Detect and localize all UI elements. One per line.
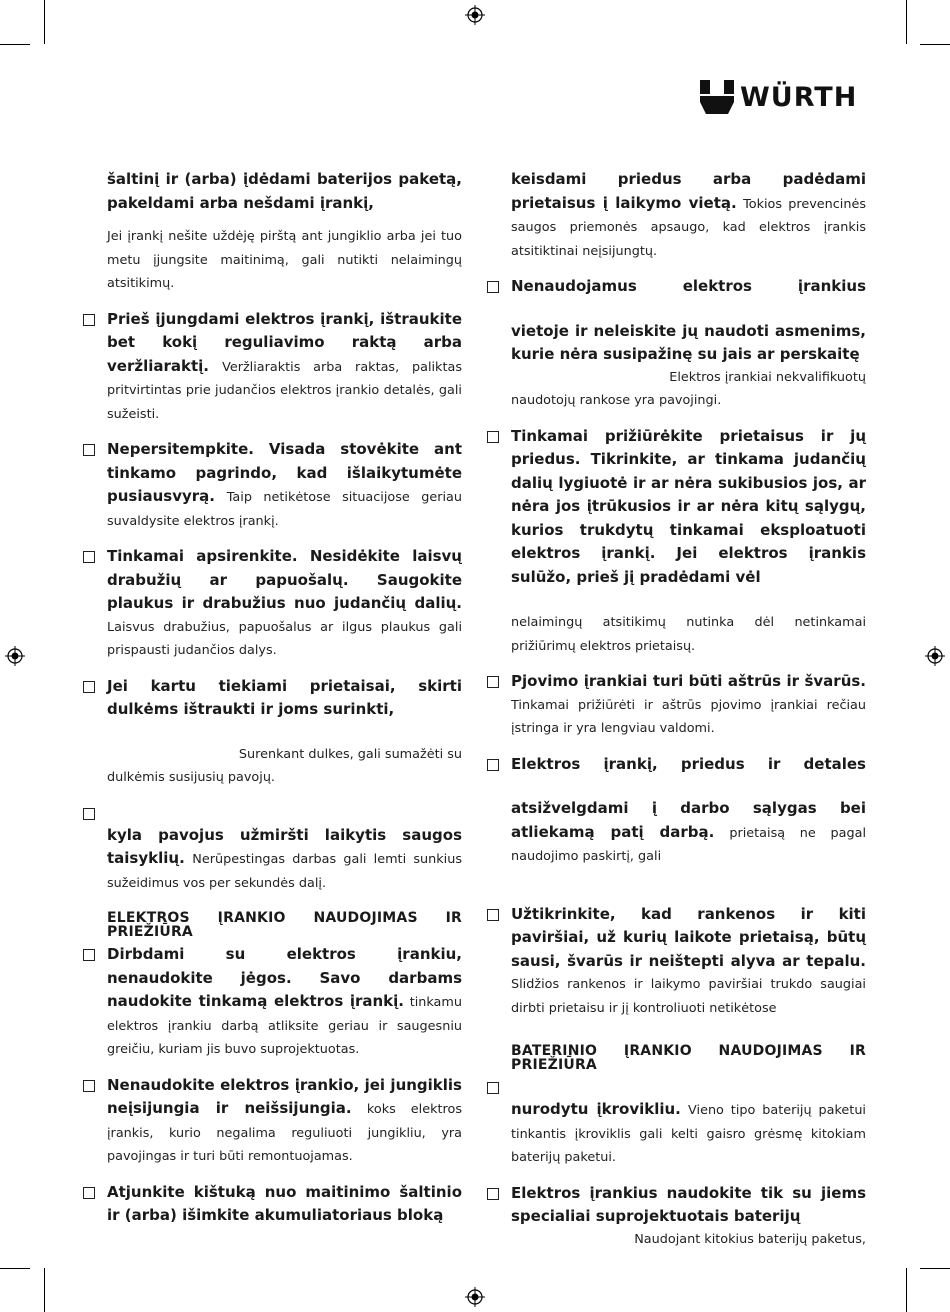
list-item — [107, 438, 462, 533]
item-bold: Nenaudokite elektros įrankio, jei jungiklis neįsijungia ir neišsijungia. — [107, 1075, 462, 1117]
checkbox-icon — [83, 1080, 95, 1092]
item-bold: Jei kartu tiekiami prietaisai, skirti dulkėms ištraukti ir joms surinkti, — [107, 676, 462, 718]
item-text: Slidžios rankenos ir laikymo paviršiai trukdo saugiai dirbti prietaisu ir jį kontroliuoti netikėtose — [511, 977, 866, 1016]
item-bold: Tinkamai prižiūrėkite prietaisus ir jų priedus. Tikrinkite, ar tinkama judančių dalių lygiuotė ir ar nėra sukibusios jos, ar nėra jos įtrūkusios ir ar nėra kitų sąlygų, kurios trukdytų tinkamai eksploatuoti elektros įrankį. Jei elektros įrankis sulūžo, prieš jį pradėdami vėl — [511, 426, 866, 586]
list-item — [511, 275, 866, 413]
paragraph-text: Tokios prevencinės saugos priemonės apsaugo, kad elektros įrankis atsitiktinai neįsijungtų. — [511, 196, 866, 259]
registration-mark-icon — [5, 646, 25, 666]
spacer — [511, 589, 866, 611]
left-column — [107, 168, 462, 1240]
spacer — [511, 1076, 866, 1098]
list-item — [107, 675, 462, 790]
spacer — [107, 722, 462, 744]
checkbox-icon — [487, 676, 499, 688]
list-item — [107, 308, 462, 427]
checkbox-icon — [83, 314, 95, 326]
item-text: prietaisą ne pagal naudojimo paskirtį, gali — [511, 825, 867, 864]
item-bold: Prieš įjungdami elektros įrankį, ištraukite bet kokį reguliavimo raktą arba veržliaraktį. — [107, 309, 462, 375]
list-item — [107, 802, 462, 896]
crop-mark — [906, 0, 907, 44]
list-item — [511, 425, 866, 659]
section-heading: BATERINIO ĮRANKIO NAUDOJIMAS IR PRIEŽIŪRA — [511, 1043, 866, 1073]
registration-mark-icon — [465, 1287, 485, 1307]
item-bold: Elektros įrankį, priedus ir detales — [511, 754, 866, 773]
checkbox-icon — [487, 1082, 499, 1094]
paragraph-text: Jei įrankį nešite uždėję pirštą ant jungiklio arba jei tuo metu įjungsite maitinimą, gali nutikti nelaimingų atsitikimų. — [107, 229, 462, 291]
list-item — [511, 670, 866, 741]
item-text: dulkėmis susijusių pavojų. — [107, 770, 275, 785]
crop-mark — [906, 1268, 907, 1312]
item-bold: kyla pavojus užmiršti laikytis saugos taisyklių. — [107, 825, 462, 867]
list-item — [107, 545, 462, 663]
registration-mark-icon — [925, 646, 945, 666]
paragraph-bold: keisdami priedus arba padėdami prietaisus į laikymo vietą. — [511, 170, 866, 212]
list-item — [107, 943, 462, 1062]
item-bold: nurodytu įkrovikliu. — [511, 1100, 681, 1118]
right-column — [511, 168, 866, 1263]
item-text: Vieno tipo baterijų paketui tinkantis įkroviklis gali kelti gaisro grėsmę kitokiam baterijų paketui. — [511, 1103, 866, 1165]
item-bold: Atjunkite kištuką nuo maitinimo šaltinio ir (arba) išimkite akumuliatoriaus bloką — [107, 1182, 462, 1224]
item-text-right: Naudojant kitokius baterijų paketus, — [634, 1231, 866, 1247]
section-heading: ELEKTROS ĮRANKIO NAUDOJIMAS IR PRIEŽIŪRA — [107, 910, 462, 940]
item-bold: Nepersitempkite. Visada stovėkite ant tinkamo pagrindo, kad išlaikytumėte pusiausvyrą. — [107, 440, 462, 505]
crop-mark — [920, 44, 950, 45]
item-bold: atsižvelgdami į darbo sąlygas bei atliekamą patį darbą. — [511, 799, 866, 841]
item-bold: Užtikrinkite, kad rankenos ir kiti paviršiai, už kurių laikote prietaisą, būtų sausi, švarūs ir neištepti alyva ar tepalu. — [511, 904, 866, 970]
checkbox-icon — [83, 551, 95, 563]
list-item — [511, 903, 866, 1021]
item-text: tinkamu elektros įrankiu darbą atliksite geriau ir saugesniu greičiu, kuriam jis buvo suprojektuotas. — [107, 995, 462, 1057]
list-item — [107, 1181, 462, 1228]
paragraph-bold: šaltinį ir (arba) įdėdami baterijos paketą, pakeldami arba nešdami įrankį, — [107, 170, 462, 212]
paragraph — [107, 225, 462, 296]
item-bold: Nenaudojamus elektros įrankius — [511, 277, 866, 295]
item-text: Veržliaraktis arba raktas, paliktas pritvirtintas prie judančios elektros įrankio detalės, gali sužeisti. — [107, 359, 462, 422]
crop-mark — [0, 44, 30, 45]
item-text: Laisvus drabužius, papuošalus ar ilgus plaukus gali prispausti judančios dalys. — [107, 619, 462, 658]
paragraph — [511, 168, 866, 263]
item-bold: Dirbdami su elektros įrankiu, nenaudokite jėgos. Savo darbams naudokite tinkamą elektros įrankį. — [107, 945, 462, 1010]
spacer — [107, 802, 462, 824]
spacer — [511, 298, 866, 320]
checkbox-icon — [487, 759, 499, 771]
item-text: Taip netikėtose situacijose geriau suvaldysite elektros įrankį. — [107, 490, 463, 529]
checkbox-icon — [487, 1188, 499, 1200]
checkbox-icon — [487, 431, 499, 443]
item-bold: Pjovimo įrankiai turi būti aštrūs ir švarūs. — [511, 672, 866, 690]
item-text-right: Elektros įrankiai nekvalifikuotų — [669, 369, 866, 385]
wurth-logo — [700, 80, 857, 114]
list-item — [511, 753, 866, 891]
item-bold: Elektros įrankius naudokite tik su jiems specialiai suprojektuotais baterijų — [511, 1183, 866, 1225]
crop-mark — [0, 1268, 30, 1269]
list-item — [511, 1076, 866, 1170]
wurth-emblem-icon — [700, 80, 734, 114]
crop-mark — [920, 1268, 950, 1269]
item-text: Tinkamai prižiūrėti ir aštrūs pjovimo įrankiai rečiau įstringa ir yra lengviau valdomi. — [511, 697, 866, 736]
item-bold: vietoje ir neleiskite jų naudoti asmenims, kurie nėra susipažinę su jais ar perskaitę — [511, 321, 866, 363]
checkbox-icon — [83, 949, 95, 961]
checkbox-icon — [487, 909, 499, 921]
checkbox-icon — [83, 681, 95, 693]
item-text: Nerūpestingas darbas gali lemti sunkius sužeidimus vos per sekundės dalį. — [107, 852, 462, 891]
checkbox-icon — [83, 808, 95, 820]
item-text: koks elektros įrankis, kurio negalima reguliuoti jungikliu, yra pavojingas ir turi būti remontuojamas. — [107, 1102, 463, 1164]
paragraph — [107, 168, 462, 215]
crop-mark — [44, 0, 45, 44]
item-text: naudotojų rankose yra pavojingi. — [511, 393, 722, 408]
registration-mark-icon — [465, 5, 485, 25]
spacer — [511, 869, 866, 891]
checkbox-icon — [83, 444, 95, 456]
item-bold: Tinkamai apsirenkite. Nesidėkite laisvų drabužių ar papuošalų. Saugokite plaukus ir drabužius nuo judančių dalių. — [107, 547, 462, 612]
checkbox-icon — [487, 281, 499, 293]
spacer — [511, 775, 866, 797]
list-item — [107, 1074, 462, 1169]
item-text-right: Surenkant dulkes, gali sumažėti su — [238, 746, 462, 762]
crop-mark — [44, 1268, 45, 1312]
brand-name: WÜRTH — [740, 81, 858, 113]
list-item — [511, 1182, 866, 1252]
item-text: nelaimingų atsitikimų nutinka dėl netinkamai prižiūrimų elektros prietaisų. — [511, 615, 866, 654]
checkbox-icon — [83, 1187, 95, 1199]
